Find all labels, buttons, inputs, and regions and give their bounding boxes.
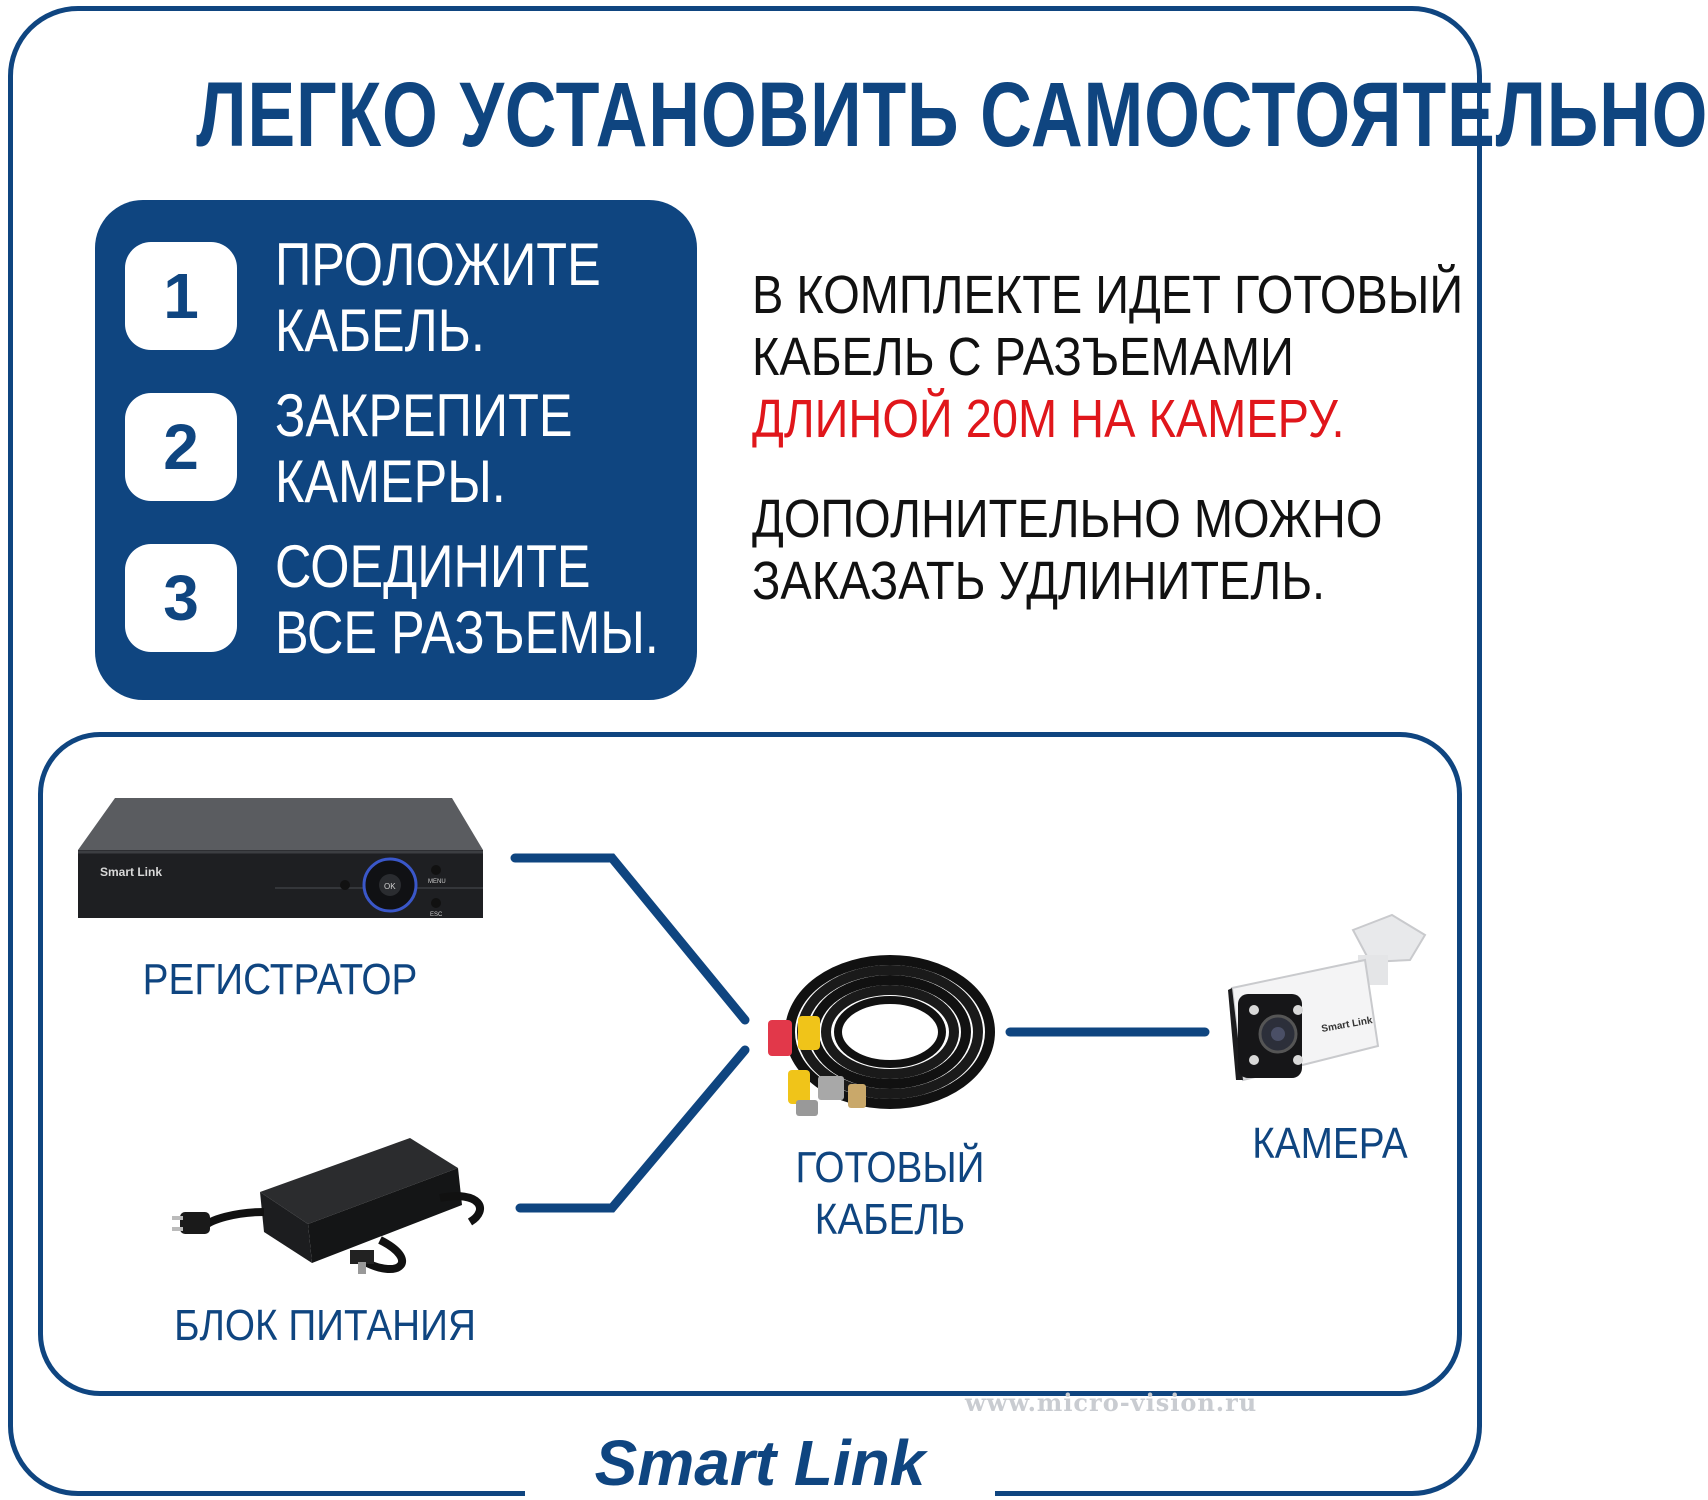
recorder-icon — [78, 798, 483, 918]
recorder-brand-text: Smart Link — [100, 865, 163, 879]
info-highlight: ДЛИНОЙ 20М НА КАМЕРУ. — [752, 389, 1345, 449]
info-line: В КОМПЛЕКТЕ ИДЕТ ГОТОВЫЙ — [752, 265, 1464, 325]
step-number: 3 — [125, 544, 237, 652]
power-supply-icon — [172, 1138, 480, 1274]
power-supply-label: БЛОК ПИТАНИЯ — [174, 1301, 476, 1350]
step-number: 2 — [125, 393, 237, 501]
camera-brand-text: Smart Link — [1320, 1015, 1374, 1035]
watermark-text: www.micro-vision.ru — [965, 1388, 1258, 1417]
recorder-ok-text: OK — [384, 882, 396, 891]
recorder-esc-text: ESC — [430, 912, 443, 918]
cable-label-line: КАБЕЛЬ — [814, 1195, 966, 1244]
connector-recorder-line — [515, 858, 745, 1020]
cable-coil-icon — [768, 960, 990, 1116]
cable-label-line: ГОТОВЫЙ — [795, 1143, 985, 1192]
camera-label: КАМЕРА — [1252, 1119, 1408, 1168]
brand-logo: Smart Link — [594, 1427, 926, 1499]
recorder-label: РЕГИСТРАТОР — [142, 955, 418, 1004]
recorder-menu-text: MENU — [428, 879, 446, 885]
page-title: ЛЕГКО УСТАНОВИТЬ САМОСТОЯТЕЛЬНО — [196, 64, 1708, 166]
info-line: КАБЕЛЬ С РАЗЪЕМАМИ — [752, 327, 1294, 387]
step-text-line: КАБЕЛЬ. — [275, 297, 485, 364]
step-text-line: ЗАКРЕПИТЕ — [275, 382, 573, 449]
step-number: 1 — [125, 242, 237, 350]
connector-power-line — [520, 1050, 745, 1208]
camera-icon — [1228, 915, 1425, 1080]
step-text-line: ВСЕ РАЗЪЕМЫ. — [275, 599, 659, 666]
step-text-line: КАМЕРЫ. — [275, 448, 506, 515]
info-line: ДОПОЛНИТЕЛЬНО МОЖНО — [752, 489, 1383, 549]
cable-label — [758, 1142, 1022, 1246]
step-text-line: ПРОЛОЖИТЕ — [275, 231, 601, 298]
step-text-line: СОЕДИНИТЕ — [275, 533, 591, 600]
info-line: ЗАКАЗАТЬ УДЛИНИТЕЛЬ. — [752, 551, 1326, 611]
